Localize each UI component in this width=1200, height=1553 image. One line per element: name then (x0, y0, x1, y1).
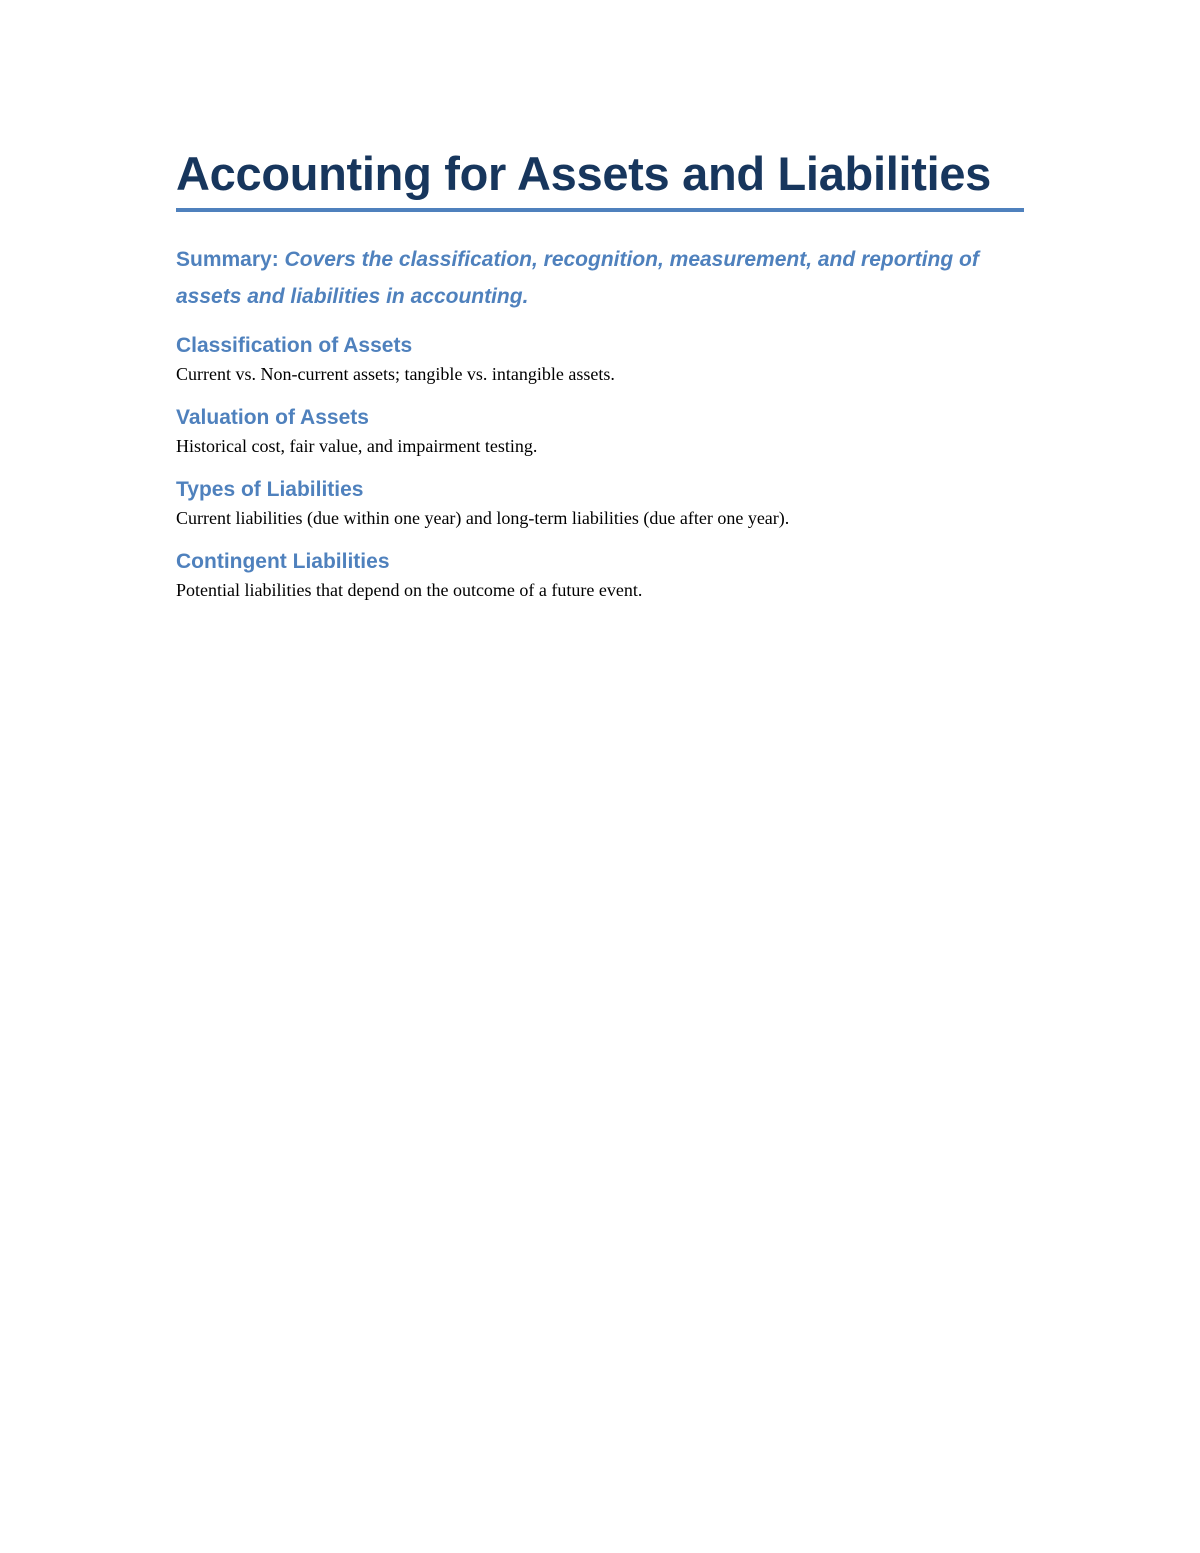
document-title: Accounting for Assets and Liabilities (176, 147, 992, 200)
section-heading: Valuation of Assets (176, 406, 369, 429)
section-classification-of-assets (176, 331, 1026, 387)
document-content (176, 142, 1026, 603)
section-heading: Contingent Liabilities (176, 550, 390, 573)
section-body: Historical cost, fair value, and impairment testing. (176, 436, 538, 456)
section-heading: Types of Liabilities (176, 478, 364, 501)
section-body: Current vs. Non-current assets; tangible vs. intangible assets. (176, 364, 615, 384)
summary-label: Summary: (176, 248, 279, 271)
section-types-of-liabilities (176, 475, 1026, 531)
title-underline (176, 208, 1024, 212)
section-body: Current liabilities (due within one year) and long-term liabilities (due after one year). (176, 508, 790, 528)
section-valuation-of-assets (176, 403, 1026, 459)
summary-text: Covers the classification, recognition, measurement, and reporting of assets and liabilities in accounting. (176, 248, 979, 308)
summary-paragraph (176, 241, 1026, 315)
section-contingent-liabilities (176, 547, 1026, 603)
section-heading: Classification of Assets (176, 334, 413, 357)
section-body: Potential liabilities that depend on the outcome of a future event. (176, 580, 643, 600)
